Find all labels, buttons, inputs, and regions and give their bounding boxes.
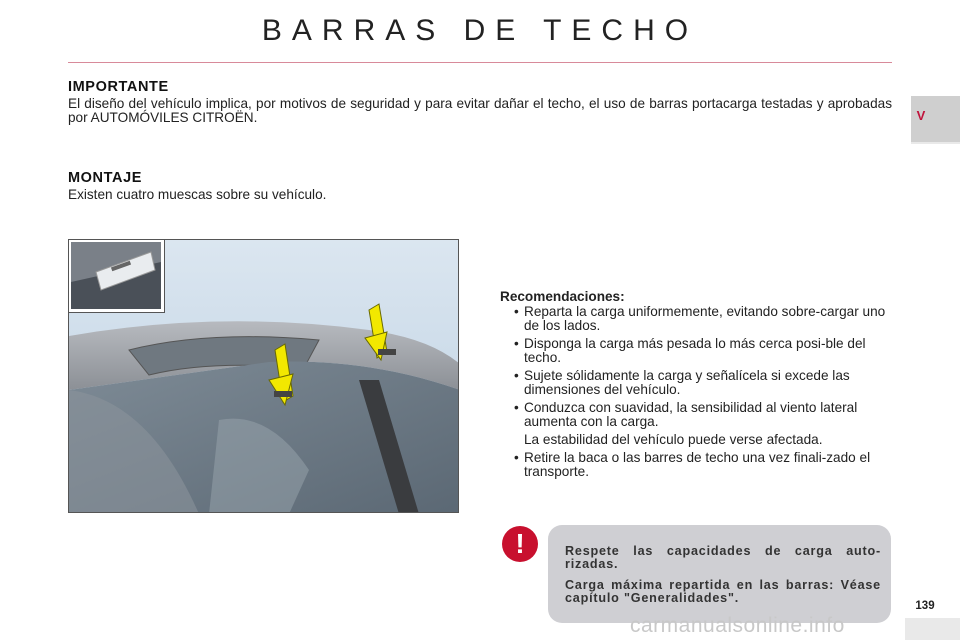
notch-detail-drawing bbox=[71, 242, 161, 309]
watermark-text: carmanualsonline.info bbox=[630, 614, 845, 637]
warning-line-1: Respete las capacidades de carga auto-rizadas. bbox=[565, 544, 881, 571]
footer-tab bbox=[905, 618, 960, 640]
list-item-text: Disponga la carga más pesada lo más cerca posi-ble del techo. bbox=[524, 336, 866, 365]
recommendations-list-end bbox=[500, 451, 888, 479]
list-item-text: Reparta la carga uniformemente, evitando sobre-cargar uno de los lados. bbox=[524, 304, 886, 333]
recommendations-heading: Recomendaciones: bbox=[500, 289, 625, 304]
title-divider bbox=[68, 62, 892, 63]
importante-heading: IMPORTANTE bbox=[68, 79, 169, 95]
chapter-tab-edge bbox=[911, 142, 960, 144]
warning-line-2: Carga máxima repartida en las barras: Véase capítulo "Generalidades". bbox=[565, 578, 881, 605]
list-item: • Sujete sólidamente la carga y señalícela si excede las dimensiones del vehículo. bbox=[514, 368, 850, 397]
chapter-tab-label: V bbox=[916, 108, 926, 123]
list-item-text: Sujete sólidamente la carga y señalícela si excede las dimensiones del vehículo. bbox=[524, 368, 850, 397]
page-number: 139 bbox=[915, 600, 935, 612]
warning-box bbox=[548, 525, 891, 623]
page-title: BARRAS DE TECHO bbox=[261, 14, 699, 47]
list-item: • Conduzca con suavidad, la sensibilidad al viento lateral aumenta con la carga. bbox=[514, 400, 858, 429]
list-item: • Retire la baca o las barres de techo una vez finali-zado el transporte. bbox=[514, 450, 871, 479]
notch-detail-inset bbox=[69, 240, 165, 313]
montaje-text: Existen cuatro muescas sobre su vehículo. bbox=[68, 187, 327, 202]
exclamation-icon: ! bbox=[502, 526, 538, 562]
recommendations-block bbox=[500, 289, 888, 483]
importante-text: El diseño del vehículo implica, por motivos de seguridad y para evitar dañar el techo, el uso de barras portacarga testadas y aprobadas por AUTOMÓVILES CITROËN. bbox=[68, 96, 892, 125]
car-roof-illustration bbox=[68, 239, 459, 513]
list-item-text: Retire la baca o las barres de techo una vez finali-zado el transporte. bbox=[524, 450, 871, 479]
recommendations-list bbox=[500, 305, 888, 429]
montaje-heading: MONTAJE bbox=[68, 170, 143, 186]
list-item-text: Conduzca con suavidad, la sensibilidad al viento lateral aumenta con la carga. bbox=[524, 400, 858, 429]
recommendation-note: La estabilidad del vehículo puede verse afectada. bbox=[524, 432, 823, 447]
list-item: • Reparta la carga uniformemente, evitando sobre-cargar uno de los lados. bbox=[514, 304, 886, 333]
list-item: • Disponga la carga más pesada lo más cerca posi-ble del techo. bbox=[514, 336, 866, 365]
chapter-tab[interactable] bbox=[911, 96, 960, 142]
